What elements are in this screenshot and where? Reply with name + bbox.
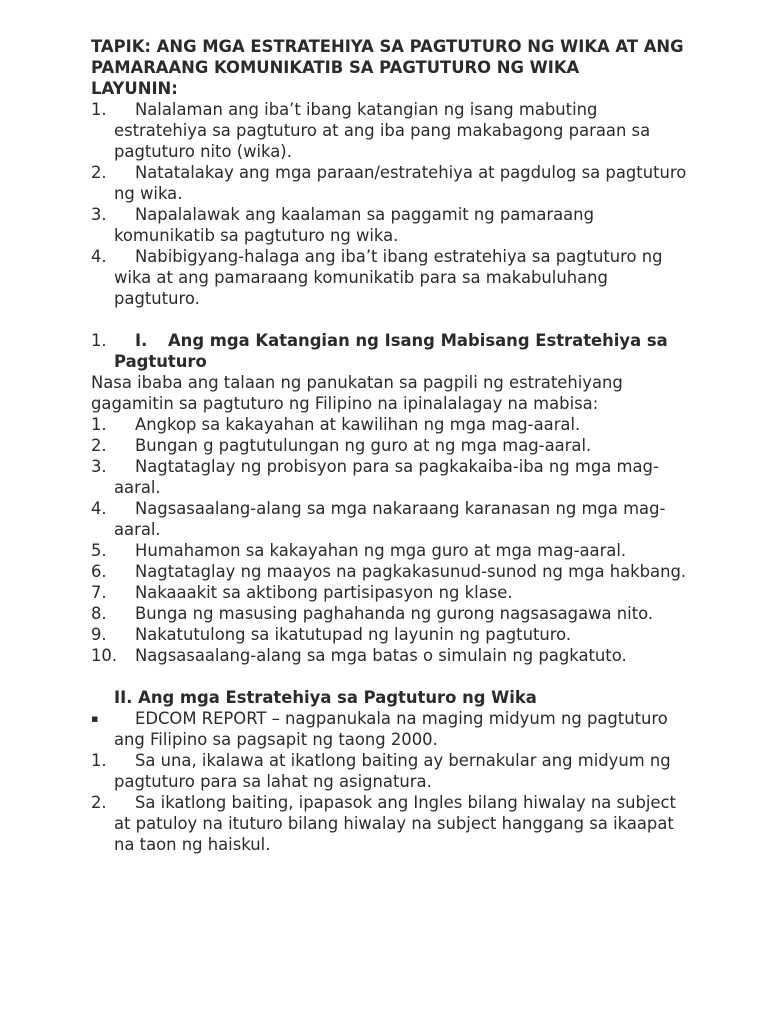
objectives-heading: LAYUNIN: — [91, 79, 178, 98]
section-1-heading — [91, 330, 691, 372]
section-roman-numeral: I. — [135, 331, 148, 350]
item-number: 1. — [91, 100, 107, 119]
list-item — [91, 645, 691, 666]
list-item — [91, 792, 691, 855]
item-text: Bungan g pagtutulungan ng guro at ng mga mag-aaral. — [135, 436, 592, 455]
list-item — [91, 204, 691, 246]
list-item — [91, 540, 691, 561]
criteria-list — [91, 414, 691, 666]
list-item — [91, 498, 691, 540]
item-text: Bunga ng masusing paghahanda ng gurong nagsasagawa nito. — [135, 604, 654, 623]
item-text: Humahamon sa kakayahan ng mga guro at mga mag-aaral. — [135, 541, 627, 560]
item-text: Napalalawak ang kaalaman sa paggamit ng pamaraang komunikatib sa pagtuturo ng wika. — [114, 205, 594, 245]
section-2-heading: II. Ang mga Estratehiya sa Pagtuturo ng Wika — [114, 688, 537, 707]
list-item — [91, 246, 691, 309]
item-number: 3. — [91, 457, 107, 476]
item-number: 5. — [91, 541, 107, 560]
item-number: 9. — [91, 625, 107, 644]
list-item — [91, 99, 691, 162]
item-number: 4. — [91, 499, 107, 518]
item-text: Nabibigyang-halaga ang iba’t ibang estratehiya sa pagtuturo ng wika at ang pamaraang komunikatib para sa makabuluhang pagtuturo. — [114, 247, 663, 308]
list-item — [91, 561, 691, 582]
item-number: 2. — [91, 163, 107, 182]
item-text: Nagtataglay ng maayos na pagkakasunud-sunod ng mga hakbang. — [135, 562, 687, 581]
item-text: Nagsasaalang-alang sa mga nakaraang karanasan ng mga mag-aaral. — [114, 499, 666, 539]
item-text: EDCOM REPORT – nagpanukala na maging midyum ng pagtuturo ang Filipino sa pagsapit ng taong 2000. — [114, 709, 668, 749]
item-number: 1. — [91, 751, 107, 770]
item-text: Nalalaman ang iba’t ibang katangian ng isang mabuting estratehiya sa pagtuturo at ang iba pang makabagong paraan sa pagtuturo nito (wika). — [114, 100, 651, 161]
item-text: Sa ikatlong baiting, ipapasok ang Ingles bilang hiwalay na subject at patuloy na ituturo bilang hiwalay na subject hanggang sa ikaapat na taon ng haiskul. — [114, 793, 676, 854]
document-page — [91, 36, 691, 855]
list-item — [91, 624, 691, 645]
document-title — [91, 36, 691, 99]
title-line: TAPIK: ANG MGA ESTRATEHIYA SA PAGTUTURO NG WIKA AT ANG PAMARAANG KOMUNIKATIB SA PAGTUTURO NG WIKA — [91, 37, 684, 77]
item-number: 2. — [91, 793, 107, 812]
objectives-list — [91, 99, 691, 309]
item-text: Nakaaakit sa aktibong partisipasyon ng klase. — [135, 583, 513, 602]
section-1-intro: Nasa ibaba ang talaan ng panukatan sa pagpili ng estratehiyang gagamitin sa pagtuturo ng Filipino na ipinalalagay na mabisa: — [91, 373, 623, 413]
item-text: Sa una, ikalawa at ikatlong baiting ay bernakular ang midyum ng pagtuturo para sa lahat ng asignatura. — [114, 751, 671, 791]
section-title: Ang mga Katangian ng Isang Mabisang Estratehiya sa Pagtuturo — [114, 331, 668, 371]
section-number: 1. — [91, 331, 107, 350]
list-item — [91, 603, 691, 624]
item-number: 4. — [91, 247, 107, 266]
strategies-list — [91, 708, 691, 855]
item-text: Nakatutulong sa ikatutupad ng layunin ng pagtuturo. — [135, 625, 572, 644]
item-number: 7. — [91, 583, 107, 602]
item-number: 3. — [91, 205, 107, 224]
item-number: 10. — [91, 646, 118, 665]
list-item — [91, 582, 691, 603]
list-item — [91, 750, 691, 792]
item-text: Angkop sa kakayahan at kawilihan ng mga mag-aaral. — [135, 415, 581, 434]
list-item — [91, 414, 691, 435]
item-number: 2. — [91, 436, 107, 455]
bullet-icon: ▪ — [91, 712, 99, 725]
item-text: Nagsasaalang-alang sa mga batas o simulain ng pagkatuto. — [135, 646, 627, 665]
item-number: 6. — [91, 562, 107, 581]
item-text: Natatalakay ang mga paraan/estratehiya at pagdulog sa pagtuturo ng wika. — [114, 163, 687, 203]
item-number: 1. — [91, 415, 107, 434]
list-item — [91, 456, 691, 498]
item-text: Nagtataglay ng probisyon para sa pagkakaiba-iba ng mga mag-aaral. — [114, 457, 659, 497]
item-number: 8. — [91, 604, 107, 623]
bullet-item — [91, 708, 691, 750]
list-item — [91, 435, 691, 456]
list-item — [91, 162, 691, 204]
